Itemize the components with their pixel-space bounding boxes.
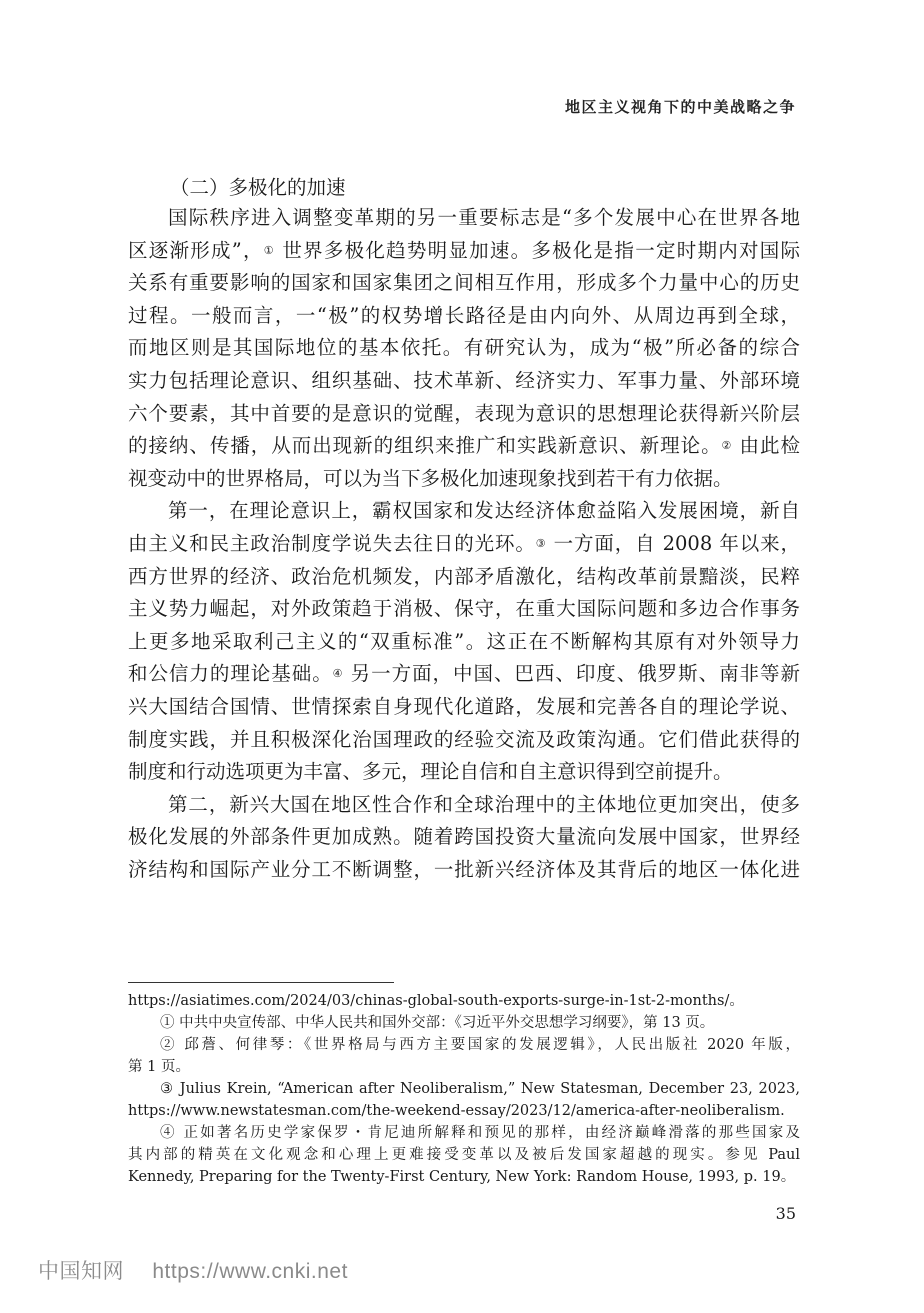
watermark-site-name: 中国知网 [38,1260,124,1283]
running-header: 地区主义视角下的中美战略之争 [564,98,796,116]
text-line: 主义势力崛起，对外政策趋于消极、保守，在重大国际问题和多边合作事务 [128,597,800,621]
text-line: 国际秩序进入调整变革期的另一重要标志是“多个发展中心在世界各地 [168,206,800,229]
footnote-line[interactable]: https://asiatimes.com/2024/03/chinas-global-south-exports-surge-in-1st-2-months/。 [128,993,744,1009]
text-line: 由主义和民主政治制度学说失去往日的光环。③ 一方面，自 2008 年以来， [128,531,800,555]
footnote-mark[interactable]: ② [721,439,733,453]
footnote-mark[interactable]: ④ [332,667,344,681]
text-line: 关系有重要影响的国家和国家集团之间相互作用，形成多个力量中心的历史 [128,271,800,295]
footnote-divider [128,982,394,983]
page-number: 35 [775,1204,796,1223]
text-line: 过程。一般而言，一“极”的权势增长路径是由内向外、从周边再到全球， [128,303,800,327]
footnote-2: ② 邱薝、何律琴：《世界格局与西方主要国家的发展逻辑》，人民出版社 2020 年版， [160,1037,800,1053]
footnotes [128,990,800,1188]
text-line: 而地区则是其国际地位的基本依托。有研究认为，成为“极”所必备的综合 [128,336,800,360]
text-line: 视变动中的世界格局，可以为当下多极化加速现象找到若干有力依据。 [128,466,733,490]
body-text [128,202,800,886]
footnote-3-url[interactable]: https://www.newstatesman.com/the-weekend-essay/2023/12/america-after-neoliberalism. [128,1103,785,1119]
footnote-4: ④ 正如著名历史学家保罗・肯尼迪所解释和预见的那样，由经济巅峰滑落的那些国家及 [160,1125,800,1141]
text-line: 西方世界的经济、政治危机频发，内部矛盾激化，结构改革前景黯淡，民粹 [128,564,800,588]
text-line: 济结构和国际产业分工不断调整，一批新兴经济体及其背后的地区一体化进 [128,857,800,881]
text-line: 制度实践，并且积极深化治国理政的经验交流及政策沟通。它们借此获得的 [128,727,800,751]
footnote-mark[interactable]: ③ [535,536,547,550]
text-line: 极化发展的外部条件更加成熟。随着跨国投资大量流向发展中国家，世界经 [128,825,800,849]
text-line: 第一，在理论意识上，霸权国家和发达经济体愈益陷入发展困境，新自 [168,499,800,523]
text-line: 第二，新兴大国在地区性合作和全球治理中的主体地位更加突出，使多 [168,792,800,816]
footnote-4-cont: Kennedy, Preparing for the Twenty-First Century, New York: Random House, 1993, p. 19。 [128,1169,796,1185]
footnote-1: ① 中共中央宣传部、中华人民共和国外交部：《习近平外交思想学习纲要》，第 13 页。 [160,1015,715,1031]
text-line: 和公信力的理论基础。④ 另一方面，中国、巴西、印度、俄罗斯、南非等新 [128,662,800,686]
watermark-url: https://www.cnki.net [152,1260,348,1283]
text-line: 实力包括理论意识、组织基础、技术革新、经济实力、军事力量、外部环境 [128,368,800,392]
text-line: 区逐渐形成”，① 世界多极化趋势明显加速。多极化是指一定时期内对国际 [128,238,800,262]
section-heading: （二）多极化的加速 [170,176,346,199]
footnote-mark[interactable]: ① [263,243,275,257]
footnote-4-cont: 其内部的精英在文化观念和心理上更难接受变革以及被后发国家超越的现实。参见 Paul [128,1147,800,1163]
footnote-3: ③ Julius Krein, “American after Neoliberalism,” New Statesman, December 23, 2023, [160,1081,800,1097]
text-line: 兴大国结合国情、世情探索自身现代化道路，发展和完善各自的理论学说、 [128,694,800,718]
text-line: 制度和行动选项更为丰富、多元，理论自信和自主意识得到空前提升。 [128,760,733,784]
text-line: 的接纳、传播，从而出现新的组织来推广和实践新意识、新理论。② 由此检 [128,434,800,458]
text-line: 上更多地采取利己主义的“双重标准”。这正在不断解构其原有对外领导力 [128,629,800,653]
text-line: 六个要素，其中首要的是意识的觉醒，表现为意识的思想理论获得新兴阶层 [128,401,800,425]
footnote-2-cont: 第 1 页。 [128,1059,190,1075]
watermark [38,1255,348,1285]
